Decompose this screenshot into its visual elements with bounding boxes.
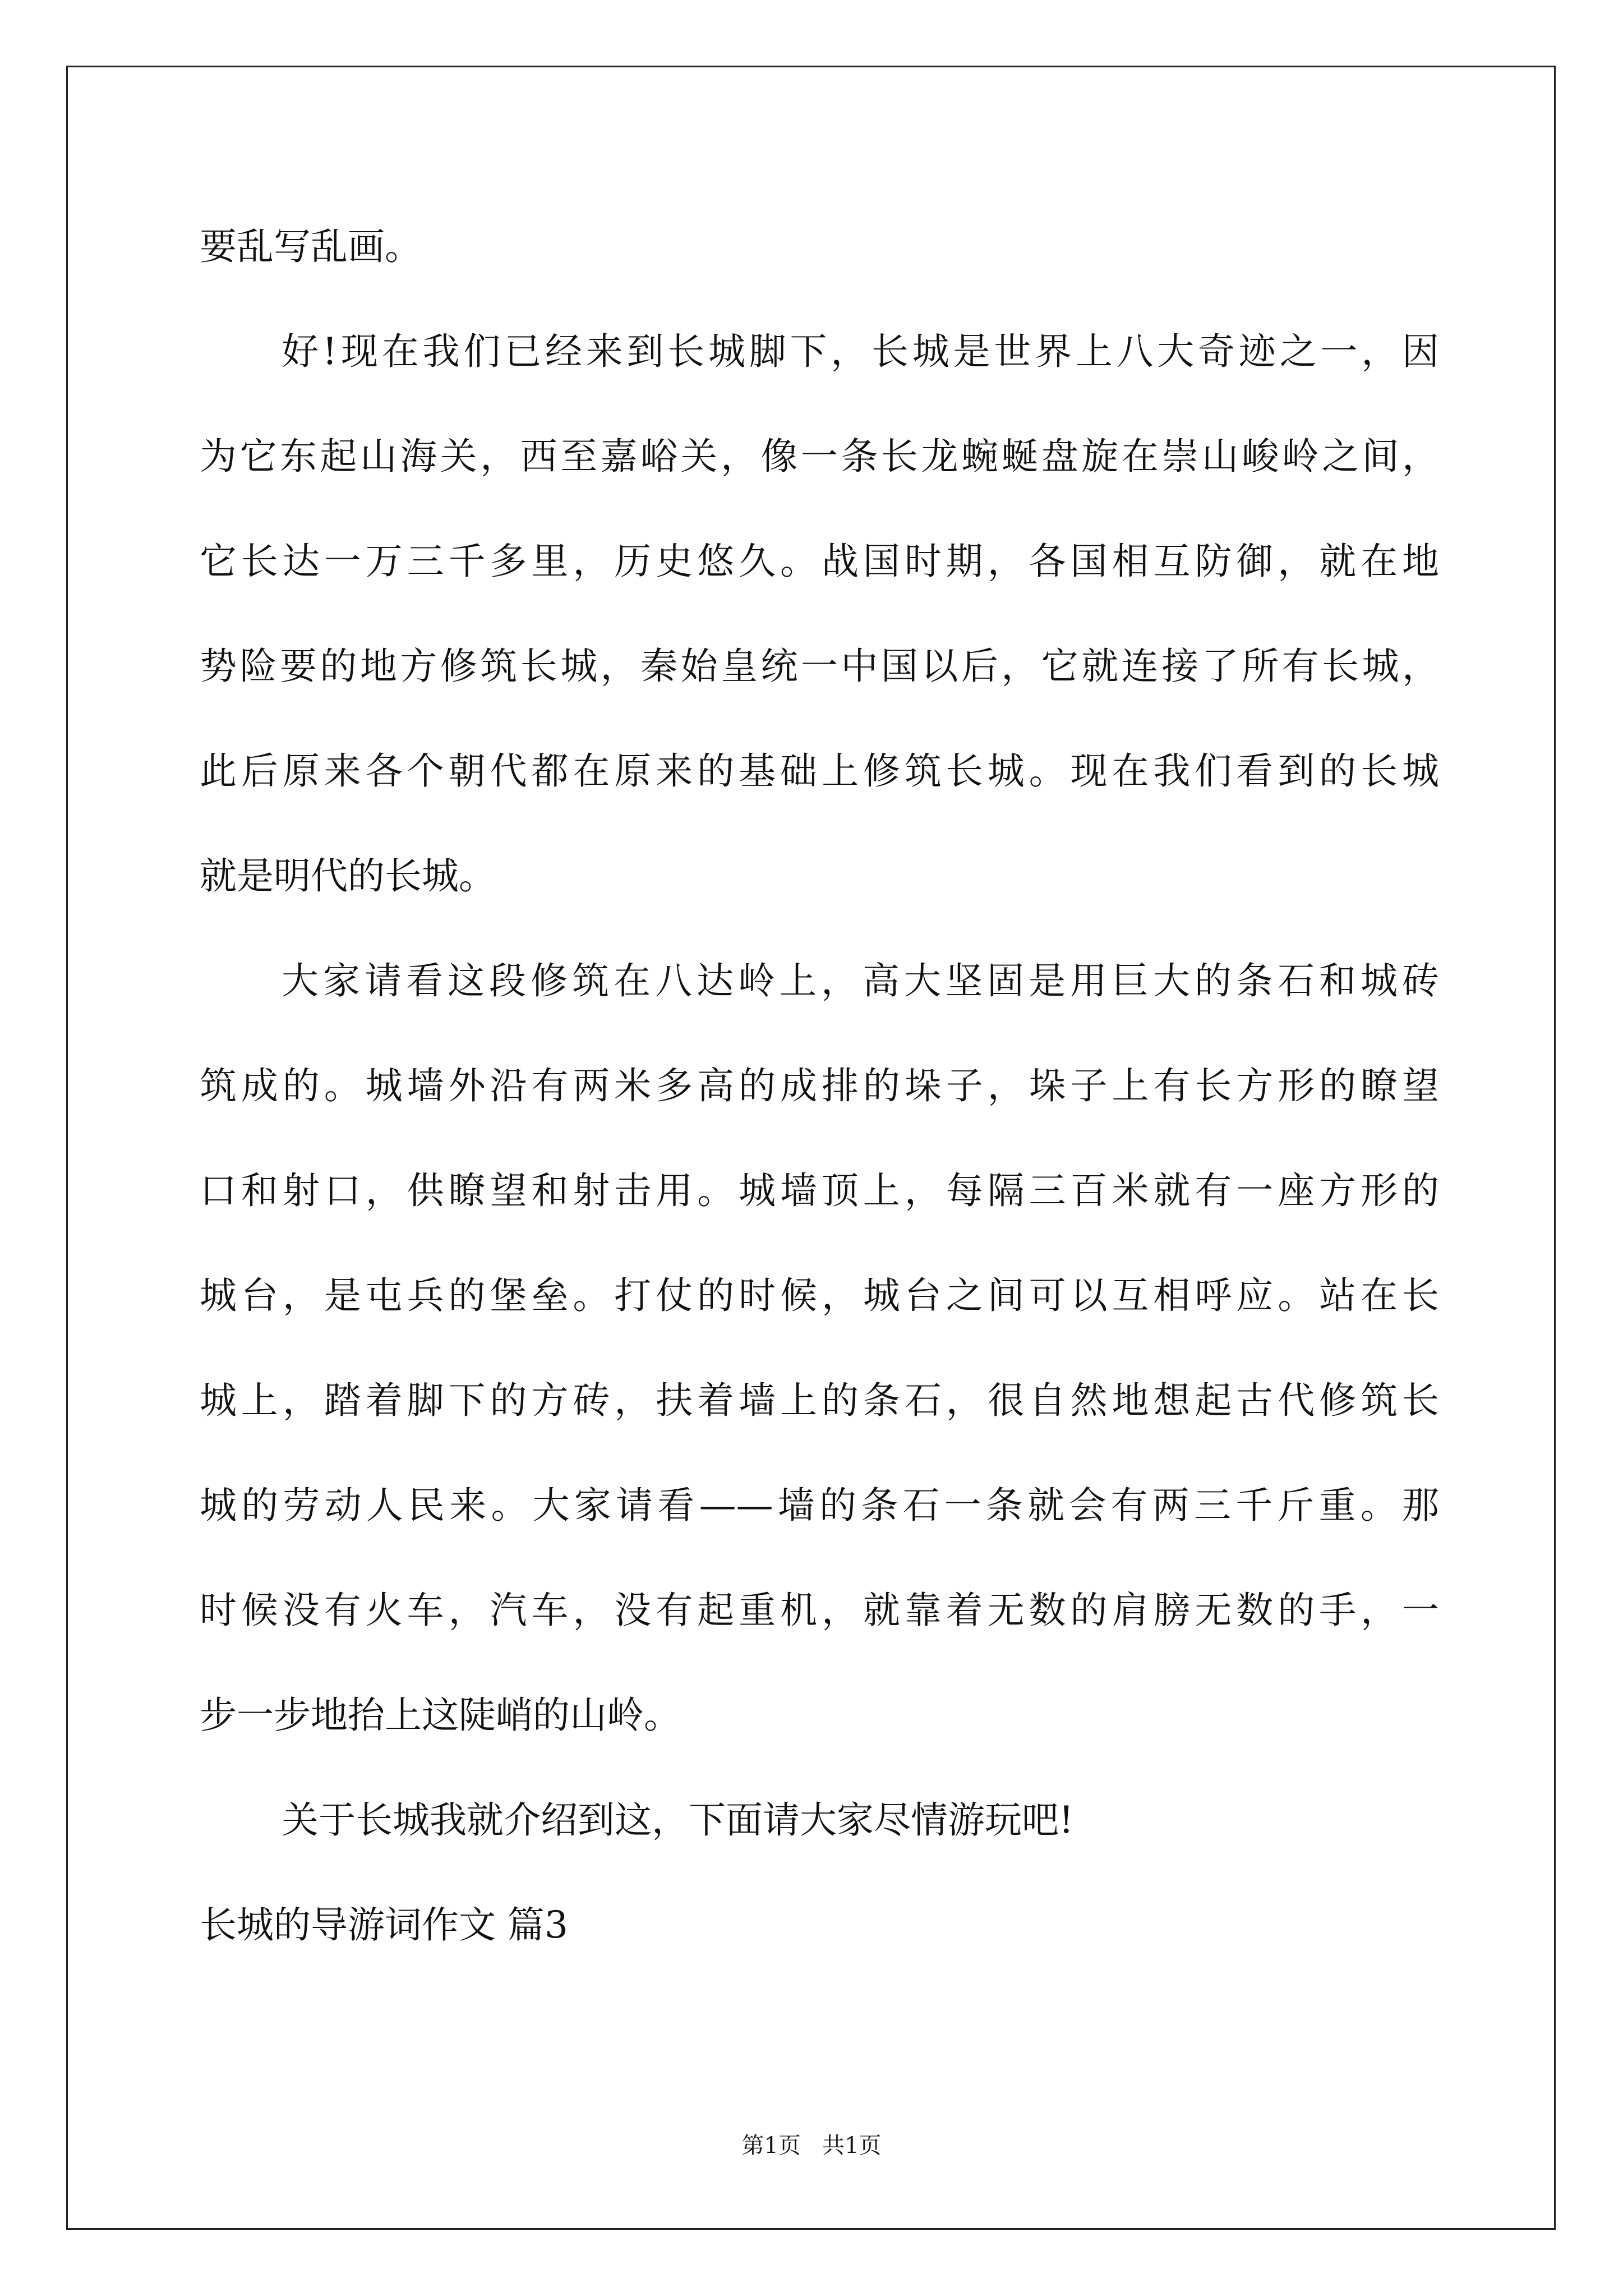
text-line-13: 城的劳动人民来。大家请看——墙的条石一条就会有两三千斤重。那 [200, 1484, 1439, 1527]
text-line-12: 城上，踏着脚下的方砖，扶着墙上的条石，很自然地想起古代修筑长 [200, 1379, 1439, 1422]
text-line-9: 筑成的。城墙外沿有两米多高的成排的垛子，垛子上有长方形的瞭望 [200, 1064, 1439, 1107]
section-heading: 长城的导游词作文 篇3 [200, 1903, 568, 1947]
text-line-4: 它长达一万三千多里，历史悠久。战国时期，各国相互防御，就在地 [200, 540, 1439, 583]
text-line-14: 时候没有火车，汽车，没有起重机，就靠着无数的肩膀无数的手，一 [200, 1589, 1439, 1632]
text-line-2: 好!现在我们已经来到长城脚下，长城是世界上八大奇迹之一，因 [282, 330, 1439, 373]
text-line-16: 关于长城我就介绍到这，下面请大家尽情游玩吧! [282, 1798, 1074, 1842]
text-line-11: 城台，是屯兵的堡垒。打仗的时候，城台之间可以互相呼应。站在长 [200, 1274, 1439, 1317]
text-line-5: 势险要的地方修筑长城，秦始皇统一中国以后，它就连接了所有长城， [200, 645, 1439, 688]
text-line-15: 步一步地抬上这陡峭的山岭。 [200, 1694, 681, 1737]
text-line-1: 要乱写乱画。 [200, 225, 422, 268]
text-line-6: 此后原来各个朝代都在原来的基础上修筑长城。现在我们看到的长城 [200, 749, 1439, 793]
page-footer: 第1页 共1页 [741, 2133, 882, 2159]
text-line-8: 大家请看这段修筑在八达岭上，高大坚固是用巨大的条石和城砖 [282, 959, 1439, 1002]
text-line-7: 就是明代的长城。 [200, 854, 496, 898]
text-line-10: 口和射口，供瞭望和射击用。城墙顶上，每隔三百米就有一座方形的 [200, 1169, 1439, 1212]
text-line-3: 为它东起山海关，西至嘉峪关，像一条长龙蜿蜒盘旋在崇山峻岭之间， [200, 435, 1439, 478]
